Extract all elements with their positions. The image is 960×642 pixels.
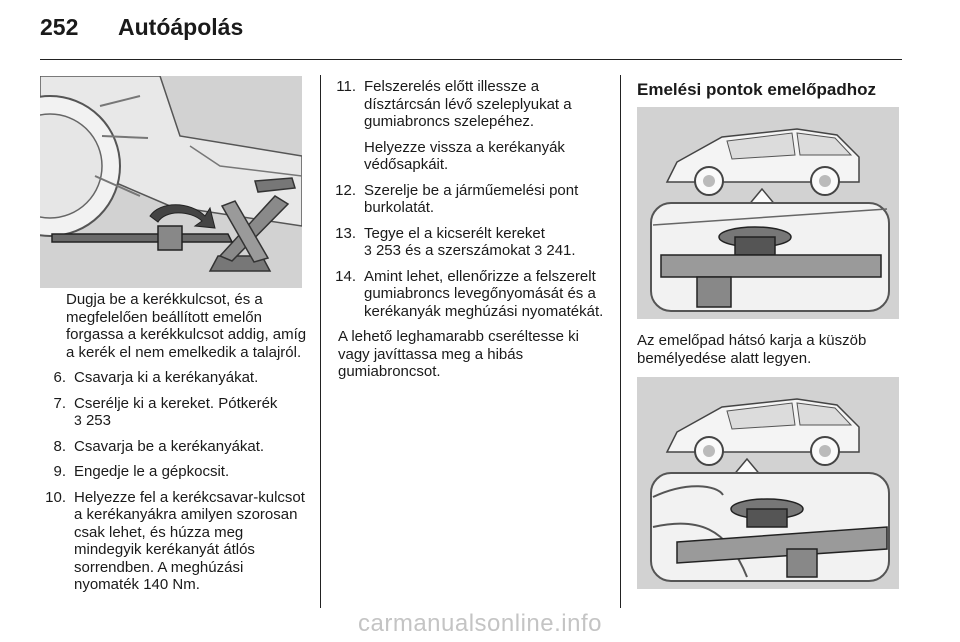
page-ref-icon: 3 <box>534 242 543 258</box>
step-text: Engedje le a gépkocsit. <box>74 463 230 480</box>
step-text: Csavarja be a kerékanyákat. <box>74 437 265 455</box>
column-divider-2 <box>620 75 621 608</box>
page-ref[interactable]: 253 <box>85 412 111 429</box>
page-ref[interactable]: 241. <box>546 242 576 259</box>
jack-illustration <box>40 76 302 288</box>
note-paragraph: A lehető leghamarabb cseréltesse ki vagy javíttassa meg a hibás gumiabroncsot. <box>338 328 579 380</box>
intro-paragraph: Dugja be a kerékkulcsot, és a megfelelően beállított emelőn forgassa a kerékkulcsot addig, amíg a kerék el nem emelkedik a talajról. <box>66 291 307 361</box>
step-text: Helyezze fel a kerékcsavar-kulcsot a kerékanyákra amilyen szorosan csak lehet, és húzza meg mindegyik kerékanyát átlós sorrendben. A meghúzási nyomaték 140 Nm. <box>74 488 305 593</box>
page-ref[interactable]: 253 és a szerszámokat <box>375 242 531 259</box>
step-14 <box>330 268 612 321</box>
page-number: 252 <box>40 14 79 40</box>
step-number: 10. <box>45 488 66 506</box>
step-10 <box>40 489 312 594</box>
step-text: Cserélje ki a kereket. Pótkerék <box>74 394 278 412</box>
page-ref-icon: 3 <box>364 242 372 258</box>
step-number: 11. <box>336 78 356 95</box>
step-number: 9. <box>53 463 66 480</box>
step-12 <box>330 182 612 217</box>
step-9 <box>40 463 312 481</box>
watermark[interactable]: carmanualsonline.info <box>358 610 602 637</box>
step-text: Csavarja ki a kerékanyákat. <box>74 369 259 386</box>
steps-list-middle <box>330 78 612 320</box>
lift-front-drawing <box>637 107 899 319</box>
step-8 <box>40 438 312 456</box>
lift-rear-drawing <box>637 377 899 589</box>
lift-rear-illustration <box>637 377 899 589</box>
step-text: Felszerelés előtt illessze a dísztárcsán lévő szeleplyukat a gumiabroncs szelepéhez. <box>364 78 572 130</box>
step-13 <box>330 225 612 260</box>
step-number: 12. <box>335 181 356 199</box>
page-header <box>40 14 243 41</box>
step-6 <box>40 369 312 387</box>
left-column <box>40 291 312 602</box>
step-text: Szerelje be a járműemelési pont burkolatát. <box>364 181 579 216</box>
step-number: 6. <box>53 369 66 386</box>
step-11 <box>330 78 612 174</box>
column-divider-1 <box>320 75 321 608</box>
page-title: Autóápolás <box>118 14 244 40</box>
step-text: Amint lehet, ellenőrizze a felszerelt gumiabroncs levegőnyomását és a kerékanyák meghúzási nyomatékát. <box>364 267 604 320</box>
step-number: 14. <box>335 267 356 285</box>
step-number: 8. <box>53 437 66 455</box>
section-heading: Emelési pontok emelőpadhoz <box>637 80 876 99</box>
page-ref-icon: 3 <box>74 412 82 428</box>
jack-drawing <box>40 76 302 288</box>
lift-front-illustration <box>637 107 899 319</box>
step-subtext: Helyezze vissza a kerékanyák védősapkáit. <box>364 138 565 173</box>
middle-column <box>330 78 612 381</box>
step-number: 7. <box>53 394 66 412</box>
steps-list-left <box>40 369 312 594</box>
step-text: Tegye el a kicserélt kereket <box>364 224 545 242</box>
lift-caption: Az emelőpad hátsó karja a küszöb bemélyedése alatt legyen. <box>637 332 867 367</box>
step-number: 13. <box>335 224 356 242</box>
step-7 <box>40 395 312 430</box>
header-rule <box>40 59 902 60</box>
